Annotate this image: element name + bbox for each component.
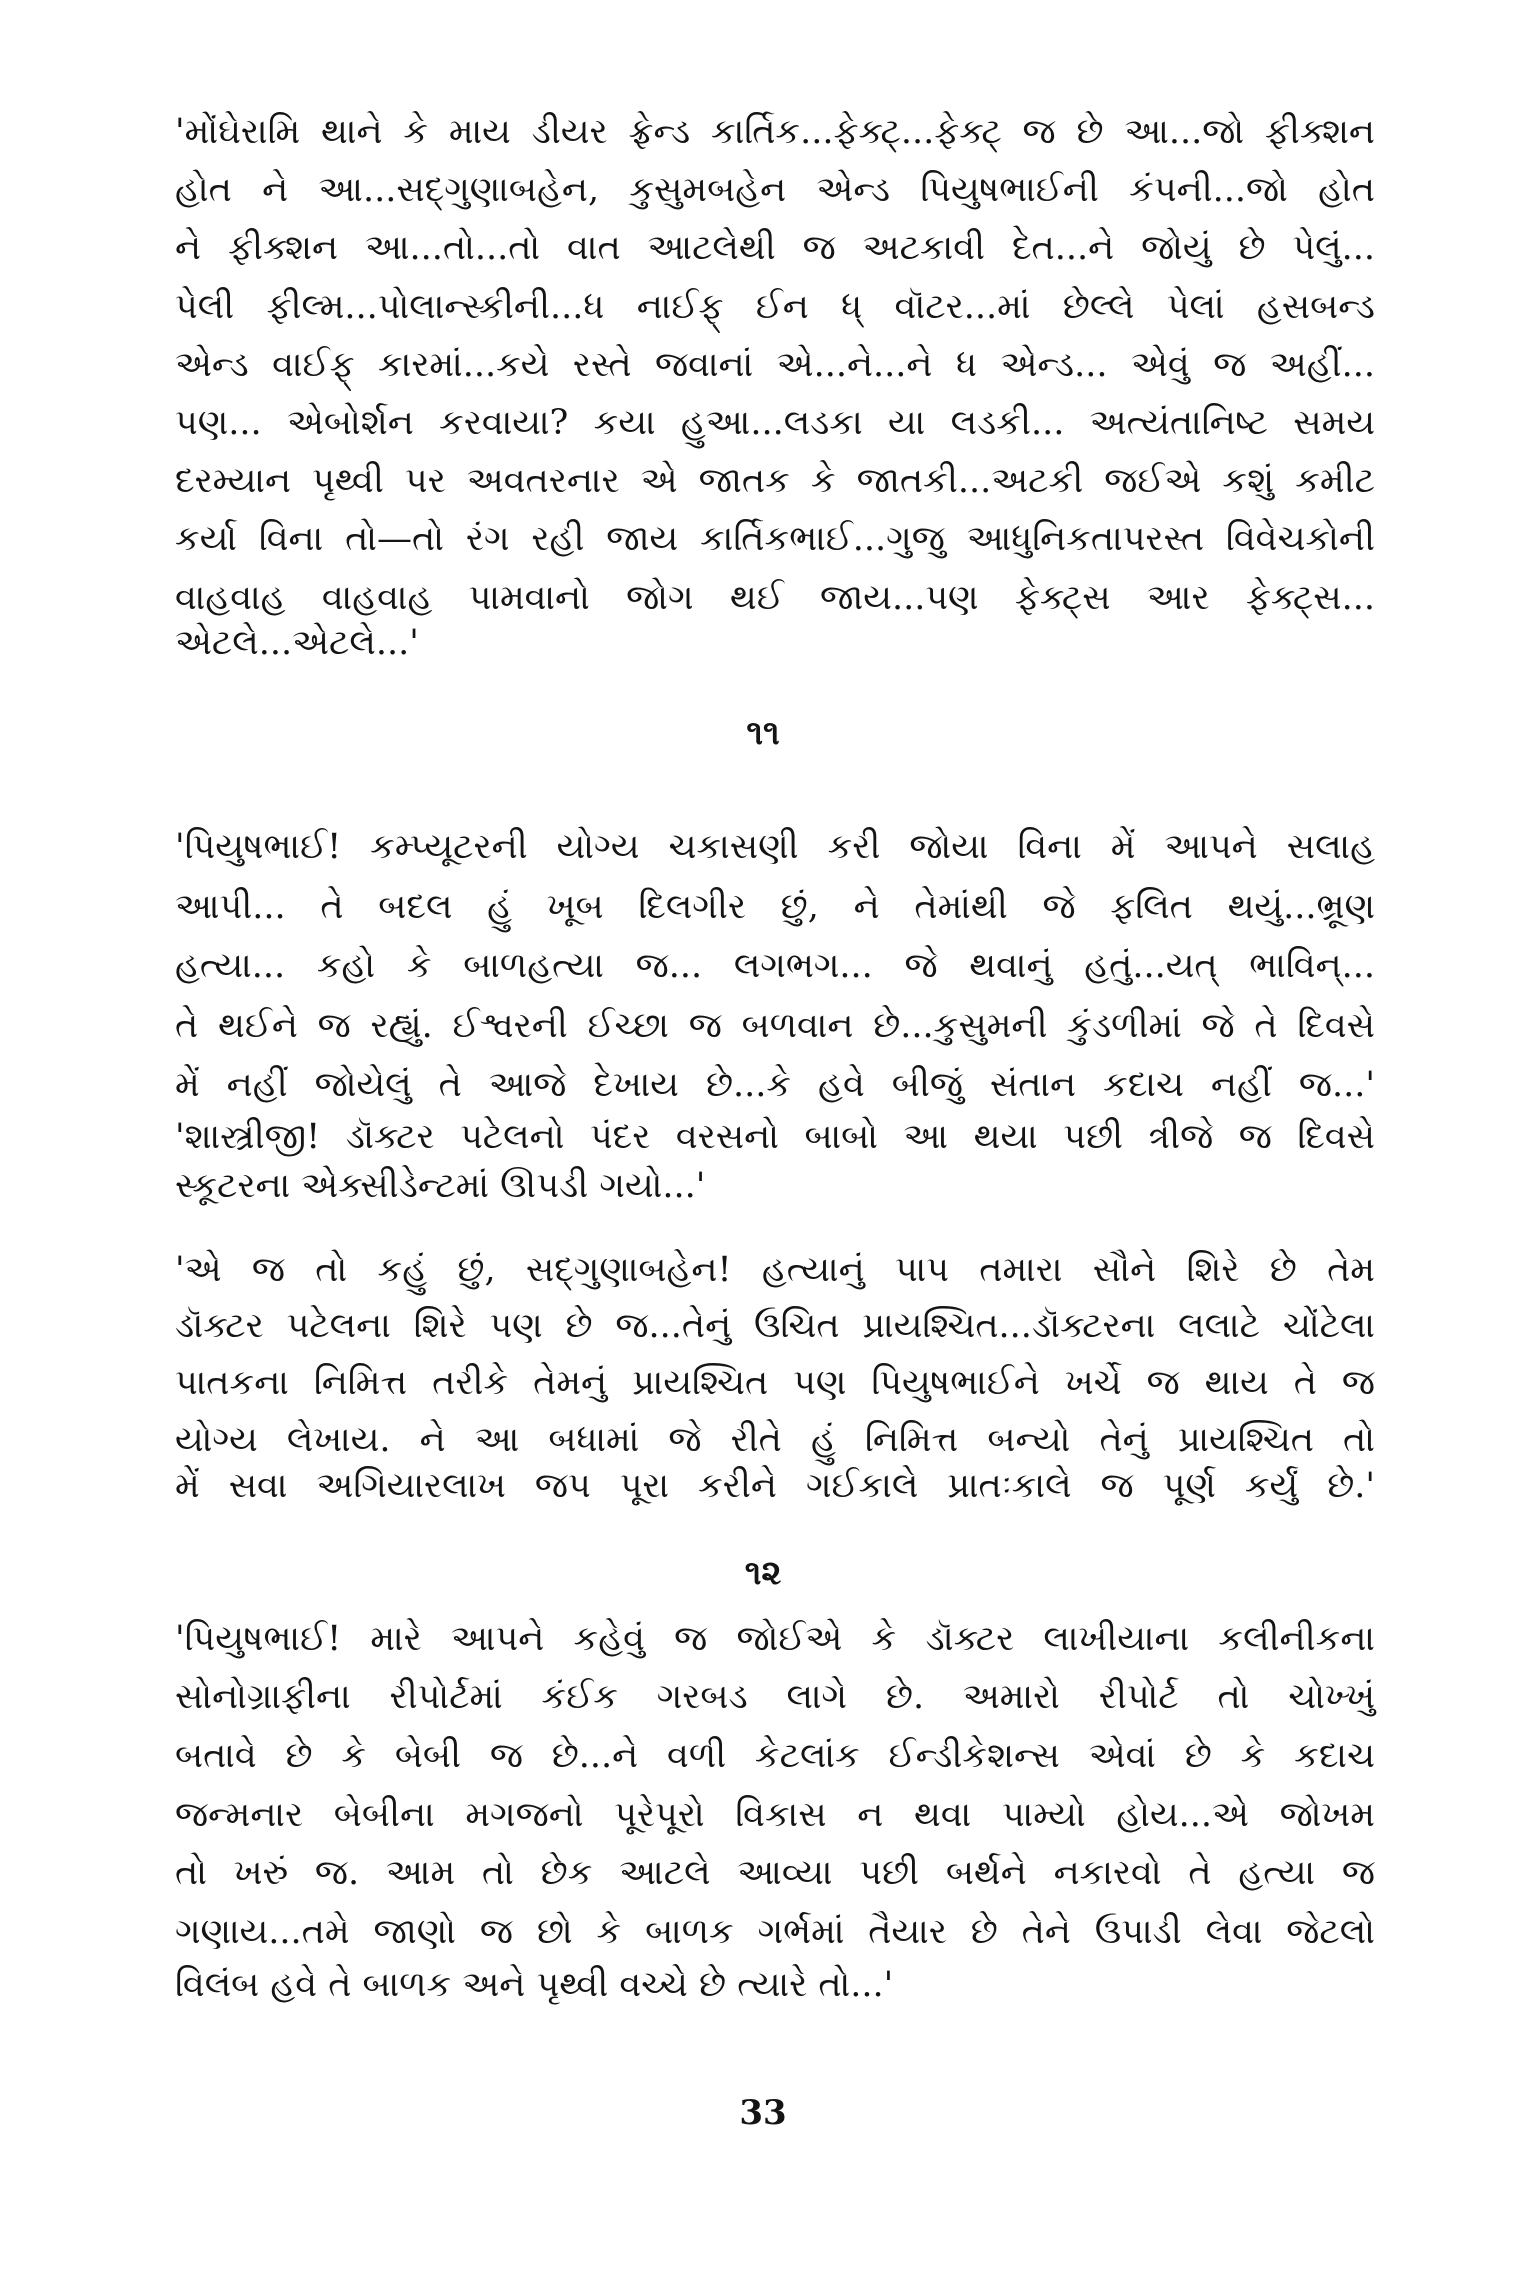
text-line: 'શાસ્ત્રીજી! ડૉક્ટર પટેલનો પંદર વરસનો બાબો આ થયા પછી ત્રીજે જ દિવસે (175, 1117, 1375, 1157)
text-line: મેં સવા અગિયારલાખ જપ પૂરા કરીને ગઈકાલે પ્રાતઃકાલે જ પૂર્ણ કર્યું છે.' (175, 1466, 1375, 1506)
text-line: વિલંબ હવે તે બાળક અને પૃથ્વી વચ્ચે છે ત્યારે તો...' (175, 1965, 894, 2005)
text-line: 'પિયુષભાઈ! કમ્પ્યૂટરની યોગ્ય ચકાસણી કરી જોયા વિના મેં આપને સલાહ (175, 827, 1375, 867)
text-line: વાહવાહ વાહવાહ પામવાનો જોગ થઈ જાય...પણ ફેક્ટ્સ આર ફેક્ટ્સ... (175, 578, 1375, 618)
text-line: પાતકના નિમિત્ત તરીકે તેમનું પ્રાયશ્ચિત પણ પિયુષભાઈને ખર્ચે જ થાય તે જ (175, 1363, 1375, 1403)
text-line: મેં નહીં જોયેલું તે આજે દેખાય છે...કે હવે બીજું સંતાન કદાચ નહીં જ...' (175, 1065, 1375, 1105)
section-number-12: ૧૨ (744, 1553, 782, 1593)
text-line: સ્કૂટરના એક્સીડેન્ટમાં ઊપડી ગયો...' (175, 1166, 706, 1206)
text-line: 'એ જ તો કહું છું, સદ્ગુણાબહેન! હત્યાનું પાપ તમારા સૌને શિરે છે તેમ (175, 1250, 1375, 1290)
text-line: પણ... એબોર્શન કરવાયા? કયા હુઆ...લડકા યા લડકી... અત્યંતાનિષ્ટ સમય (175, 403, 1375, 443)
text-line: આપી... તે બદલ હું ખૂબ દિલગીર છું, ને તેમાંથી જે ફલિત થયું...ભ્રૂણ (175, 887, 1375, 927)
text-line: ને ફીક્શન આ...તો...તો વાત આટલેથી જ અટકાવી દેત...ને જોયું છે પેલું... (175, 228, 1375, 268)
text-line: યોગ્ય લેખાય. ને આ બધામાં જે રીતે હું નિમિત્ત બન્યો તેનું પ્રાયશ્ચિત તો (175, 1420, 1375, 1460)
text-line: હોત ને આ...સદ્ગુણાબહેન, કુસુમબહેન એન્ડ પિયુષભાઈની કંપની...જો હોત (175, 170, 1375, 210)
section-number-11: ૧૧ (746, 713, 780, 753)
text-line: હત્યા... કહો કે બાળહત્યા જ... લગભગ... જે થવાનું હતું...યત્ ભાવિન્... (175, 946, 1375, 986)
text-line: જન્મનાર બેબીના મગજનો પૂરેપૂરો વિકાસ ન થવા પામ્યો હોય...એ જોખમ (175, 1795, 1375, 1835)
page-number: 33 (739, 2093, 787, 2133)
text-line: દરમ્યાન પૃથ્વી પર અવતરનાર એ જાતક કે જાતકી...અટકી જઈએ કશું કમીટ (175, 461, 1375, 501)
text-line: સોનોગ્રાફીના રીપોર્ટમાં કંઈક ગરબડ લાગે છે. અમારો રીપોર્ટ તો ચોખ્ખું (175, 1677, 1375, 1717)
text-line: કર્યા વિના તો—તો રંગ રહી જાય કાર્તિકભાઈ...ગુજુ આધુનિકતાપરસ્ત વિવેચકોની (175, 519, 1375, 559)
text-line: ડૉક્ટર પટેલના શિરે પણ છે જ...તેનું ઉચિત પ્રાયશ્ચિત...ડૉક્ટરના લલાટે ચોંટેલા (175, 1306, 1375, 1346)
text-line: 'પિયુષભાઈ! મારે આપને કહેવું જ જોઈએ કે ડૉક્ટર લાખીયાના કલીનીકના (175, 1619, 1375, 1659)
text-line: ગણાય...તમે જાણો જ છો કે બાળક ગર્ભમાં તૈયાર છે તેને ઉપાડી લેવા જેટલો (175, 1912, 1375, 1952)
text-line: એન્ડ વાઈફ્ કારમાં...કયે રસ્તે જવાનાં એ...ને...ને ધ એન્ડ... એવું જ અહીં... (175, 345, 1375, 385)
text-line: એટલે...એટલે...' (175, 623, 419, 663)
text-line: પેલી ફીલ્મ...પોલાન્સ્કીની...ધ નાઈફ્ ઈન ધ્ વૉટર...માં છેલ્લે પેલાં હસબન્ડ (175, 287, 1375, 327)
text-line: તો ખરું જ. આમ તો છેક આટલે આવ્યા પછી બર્થને નકારવો તે હત્યા જ (175, 1853, 1375, 1893)
text-line: બતાવે છે કે બેબી જ છે...ને વળી કેટલાંક ઈન્ડીકેશન્સ એવાં છે કે કદાચ (175, 1736, 1375, 1776)
text-line: 'મોંઘેરામિ થાને કે માય ડીયર ફ્રેન્ડ કાર્તિક...ફેક્ટ્...ફેક્ટ્ જ છે આ...જો ફીક્શન (175, 112, 1375, 152)
text-line: તે થઈને જ રહ્યું. ઈશ્વરની ઈચ્છા જ બળવાન છે...કુસુમની કુંડળીમાં જે તે દિવસે (175, 1006, 1375, 1046)
